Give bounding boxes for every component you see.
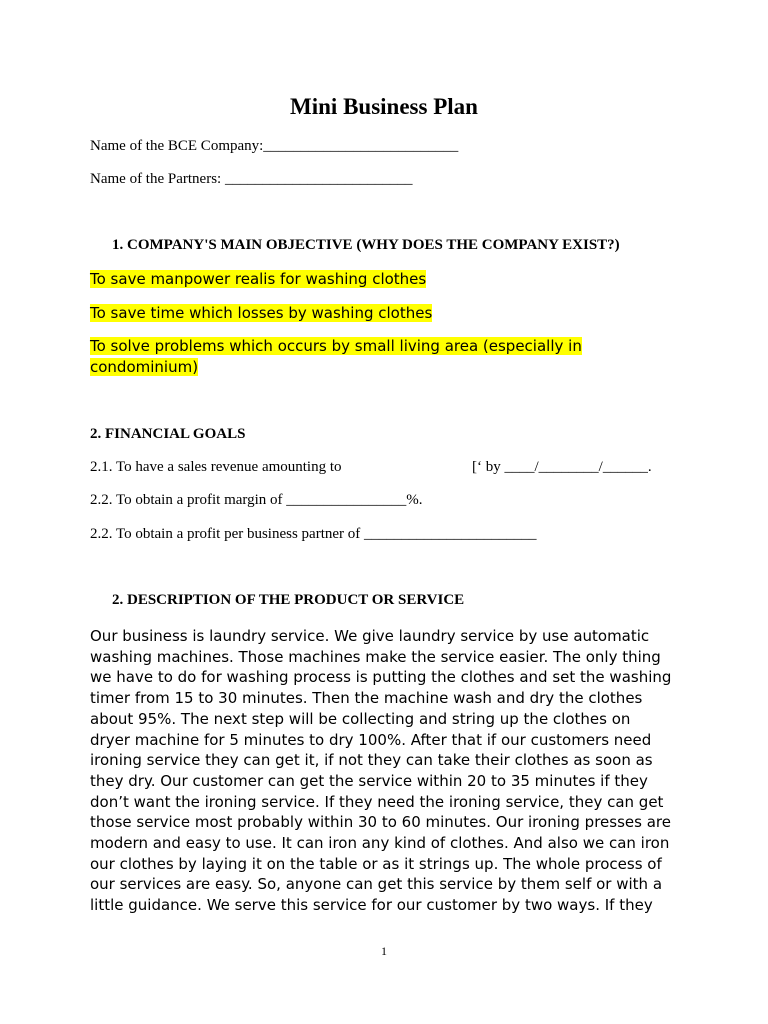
objective-item [90,357,198,378]
description-line: dryer machine for 5 minutes to dry 100%. After that if our customers need [90,730,652,749]
page-title: Mini Business Plan [290,94,478,119]
partners-name-line: Name of the Partners: _________________________ [90,171,413,187]
company-name-line: Name of the BCE Company:__________________________ [90,138,459,154]
description-line: washing machines. Those machines make the service easier. The only thing [90,647,661,666]
objective-text: To save time which losses by washing clothes [90,304,433,322]
goal-sales-date: [‘ by ____/________/______. [472,459,652,475]
description-line: modern and easy to use. It can iron any kind of clothes. And also we can iron [90,834,670,853]
objective-item [90,303,432,324]
description-line: Our business is laundry service. We give laundry service by use automatic [90,627,650,645]
description-line: they dry. Our customer can get the service within 20 to 35 minutes if they [90,771,648,790]
description-line: little guidance. We serve this service for our customer by two ways. If they [90,896,653,915]
objective-item [90,269,426,290]
objective-text: condominium) [90,358,199,376]
description-line: our clothes by laying it on the table or as it strings up. The whole process of [90,854,662,873]
section-heading-description: 2. DESCRIPTION OF THE PRODUCT OR SERVICE [112,592,465,608]
objective-text: To save manpower realis for washing clothes [90,270,427,288]
goal-sales-revenue: 2.1. To have a sales revenue amounting to [90,459,342,475]
page-number: 1 [381,944,387,958]
objective-text: To solve problems which occurs by small living area (especially in [90,337,582,355]
description-paragraph [90,626,680,916]
goal-profit-margin: 2.2. To obtain a profit margin of ________________%. [90,492,423,508]
section-heading-financial: 2. FINANCIAL GOALS [90,426,246,442]
goal-profit-per-partner: 2.2. To obtain a profit per business partner of _______________________ [90,526,537,542]
description-line: those service most probably within 30 to 60 minutes. Our ironing presses are [90,813,671,832]
description-line: timer from 15 to 30 minutes. Then the machine wash and dry the clothes [90,689,643,708]
description-line: our services are easy. So, anyone can get this service by them self or with a [90,875,663,894]
description-line: don’t want the ironing service. If they need the ironing service, they can get [90,792,664,811]
description-line: about 95%. The next step will be collecting and string up the clothes on [90,709,631,728]
description-line: we have to do for washing process is putting the clothes and set the washing [90,668,672,687]
description-line: ironing service they can get it, if not they can take their clothes as soon as [90,751,653,770]
section-heading-objective: 1. COMPANY'S MAIN OBJECTIVE (WHY DOES THE COMPANY EXIST?) [112,237,620,253]
objective-item [90,336,582,357]
